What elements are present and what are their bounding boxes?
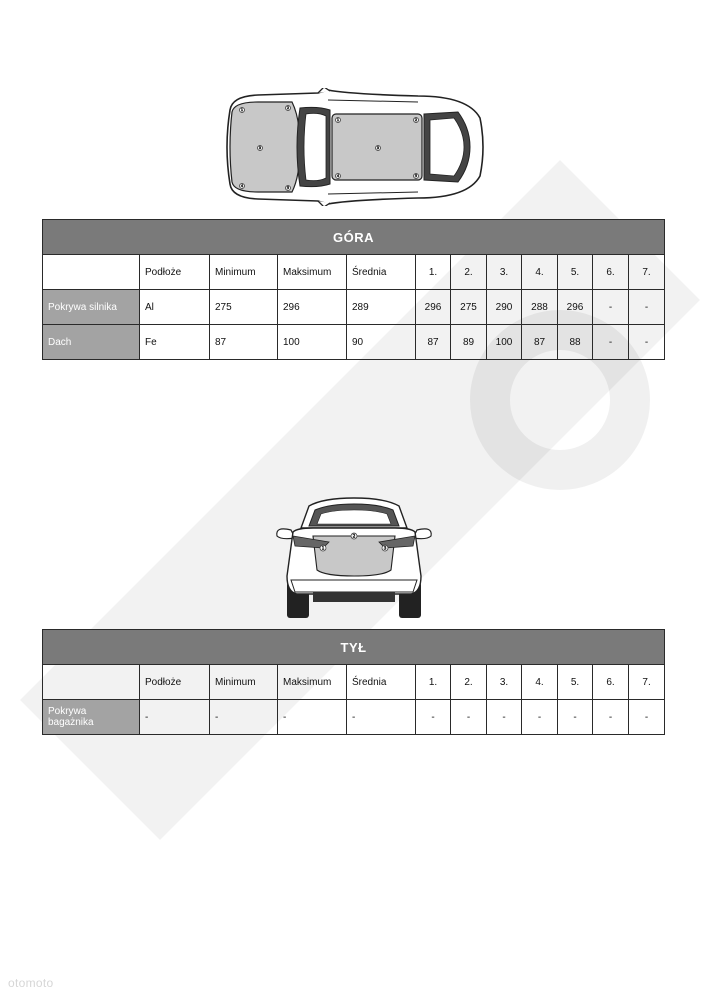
measure-point-label: 1: [240, 108, 244, 113]
table-cell: 288: [522, 290, 558, 325]
header-cell: 4.: [522, 255, 558, 290]
table-cell: -: [593, 700, 629, 735]
table-cell: -: [629, 290, 665, 325]
paint-thickness-table-top: [42, 219, 665, 360]
table-cell: 89: [451, 325, 487, 360]
header-cell: [43, 255, 140, 290]
row-label: Pokrywa silnika: [43, 290, 140, 325]
table-cell: -: [629, 700, 665, 735]
table-cell: 275: [451, 290, 487, 325]
table-cell: 275: [210, 290, 278, 325]
car-top-view-diagram: [218, 88, 490, 206]
header-cell: 5.: [558, 255, 593, 290]
table-cell: -: [593, 325, 629, 360]
table-header-row: [43, 255, 665, 290]
header-cell: Średnia: [347, 255, 416, 290]
table-cell: 88: [558, 325, 593, 360]
header-cell: 3.: [487, 665, 522, 700]
header-cell: Podłoże: [140, 255, 210, 290]
table-cell: 296: [416, 290, 451, 325]
table-cell: -: [593, 290, 629, 325]
table-cell: 87: [416, 325, 451, 360]
measure-point-label: 3: [383, 545, 387, 551]
table-cell: Fe: [140, 325, 210, 360]
table-cell: 100: [278, 325, 347, 360]
header-cell: Średnia: [347, 665, 416, 700]
table-cell: -: [558, 700, 593, 735]
header-cell: 5.: [558, 665, 593, 700]
table-row: [43, 325, 665, 360]
table-row: [43, 700, 665, 735]
car-rear-view-diagram: [273, 496, 435, 622]
table-cell: 87: [522, 325, 558, 360]
table-cell: -: [140, 700, 210, 735]
header-cell: 4.: [522, 665, 558, 700]
table-cell: 87: [210, 325, 278, 360]
measure-point-label: 3: [258, 146, 262, 151]
table-header-row: [43, 665, 665, 700]
header-cell: 6.: [593, 665, 629, 700]
header-cell: 2.: [451, 665, 487, 700]
table-cell: -: [522, 700, 558, 735]
table-cell: -: [487, 700, 522, 735]
measure-point-label: 1: [321, 545, 325, 551]
table-cell: 90: [347, 325, 416, 360]
header-cell: 6.: [593, 255, 629, 290]
table-row: [43, 290, 665, 325]
header-cell: 1.: [416, 665, 451, 700]
table-title: GÓRA: [43, 220, 665, 255]
header-cell: 7.: [629, 255, 665, 290]
header-cell: 1.: [416, 255, 451, 290]
header-cell: 2.: [451, 255, 487, 290]
table-cell: 100: [487, 325, 522, 360]
measure-point-label: 5: [286, 186, 290, 191]
paint-thickness-table-rear: [42, 629, 665, 735]
measure-point-label: 1: [336, 118, 340, 123]
measure-point-label: 2: [352, 533, 356, 539]
header-cell: [43, 665, 140, 700]
header-cell: Minimum: [210, 665, 278, 700]
measure-point-label: 3: [376, 146, 380, 151]
table-cell: -: [347, 700, 416, 735]
table-title: TYŁ: [43, 630, 665, 665]
table-cell: 290: [487, 290, 522, 325]
table-cell: Al: [140, 290, 210, 325]
header-cell: Minimum: [210, 255, 278, 290]
header-cell: 3.: [487, 255, 522, 290]
measure-point-label: 4: [336, 174, 340, 179]
measure-point-label: 2: [286, 106, 290, 111]
table-cell: 289: [347, 290, 416, 325]
table-cell: -: [278, 700, 347, 735]
footer-logo: otomoto: [8, 976, 54, 990]
table-cell: 296: [558, 290, 593, 325]
measure-point-label: 2: [414, 118, 418, 123]
table-cell: -: [416, 700, 451, 735]
header-cell: 7.: [629, 665, 665, 700]
table-cell: 296: [278, 290, 347, 325]
header-cell: Maksimum: [278, 665, 347, 700]
header-cell: Podłoże: [140, 665, 210, 700]
measure-point-label: 5: [414, 174, 418, 179]
row-label: Pokrywa bagażnika: [43, 700, 140, 735]
table-cell: -: [210, 700, 278, 735]
table-cell: -: [629, 325, 665, 360]
measure-point-label: 4: [240, 184, 244, 189]
header-cell: Maksimum: [278, 255, 347, 290]
row-label: Dach: [43, 325, 140, 360]
table-cell: -: [451, 700, 487, 735]
